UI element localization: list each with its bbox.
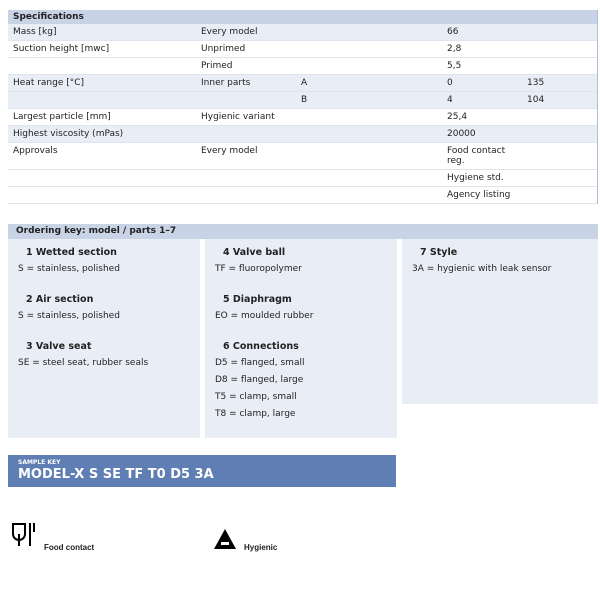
cert-label: Hygienic — [244, 543, 278, 552]
table-row — [8, 58, 597, 75]
option-text: 3A = hygienic with leak sensor — [412, 264, 552, 274]
code-section — [8, 224, 598, 438]
cell: Heat range [°C] — [13, 78, 85, 88]
table-row — [8, 143, 597, 170]
example-box — [8, 455, 396, 487]
example-value: MODEL-X S SE TF T0 D5 3A — [18, 467, 214, 482]
cell — [8, 92, 196, 108]
cell: 0 — [447, 78, 453, 88]
cell: Approvals — [13, 146, 58, 156]
cell: A — [301, 78, 308, 88]
table-row — [8, 109, 597, 126]
cell: Inner parts — [201, 78, 251, 88]
cell: 20000 — [447, 129, 476, 139]
cert-label: Food contact — [44, 543, 95, 552]
cell: Highest viscosity (mPas) — [13, 129, 124, 139]
table-row — [8, 126, 597, 143]
tech-title: Specifications — [8, 10, 597, 24]
option-text: SE = steel seat, rubber seals — [18, 358, 149, 368]
cell — [296, 58, 442, 74]
cell — [196, 170, 296, 186]
cell — [296, 109, 442, 125]
cell — [196, 187, 296, 203]
cell: 25,4 — [447, 112, 468, 122]
cell: 5,5 — [447, 61, 462, 71]
cell — [196, 92, 296, 108]
example-label: SAMPLE KEY — [18, 459, 61, 466]
cell: 104 — [527, 95, 545, 105]
cell: Largest particle [mm] — [13, 112, 111, 122]
food-contact-icon — [10, 520, 40, 550]
cell: Unprimed — [201, 44, 246, 54]
option-heading: 3 Valve seat — [26, 341, 92, 352]
code-column-2 — [205, 239, 397, 438]
option-heading: 2 Air section — [26, 294, 94, 305]
cell — [296, 41, 442, 57]
cell: 4 — [447, 95, 453, 105]
cell — [8, 187, 196, 203]
option-heading: 4 Valve ball — [223, 247, 286, 258]
cell: B — [301, 95, 308, 105]
tech-table — [8, 10, 598, 204]
cell — [296, 24, 442, 40]
table-row — [8, 41, 597, 58]
cell — [8, 58, 196, 74]
cell — [296, 143, 442, 169]
cell: Hygienic variant — [201, 112, 275, 122]
cell: Agency listing — [447, 190, 511, 200]
cell — [296, 170, 442, 186]
cell: Food contact reg. — [447, 146, 506, 166]
option-text: S = stainless, polished — [18, 311, 120, 321]
option-text: D8 = flanged, large — [215, 375, 304, 385]
table-row — [8, 92, 597, 109]
hygiene-mark-icon — [212, 528, 238, 552]
option-text: EO = moulded rubber — [215, 311, 314, 321]
table-row — [8, 75, 597, 92]
cell: Hygiene std. — [447, 173, 504, 183]
option-text: T5 = clamp, small — [215, 392, 297, 402]
table-row — [8, 24, 597, 41]
option-heading: 6 Connections — [223, 341, 299, 352]
cell — [296, 126, 442, 142]
cell: Every model — [201, 146, 258, 156]
cell: Every model — [201, 27, 258, 37]
cell: 2,8 — [447, 44, 462, 54]
table-row — [8, 170, 597, 187]
cell: Primed — [201, 61, 233, 71]
cell — [8, 170, 196, 186]
option-heading: 1 Wetted section — [26, 247, 117, 258]
option-heading: 5 Diaphragm — [223, 294, 292, 305]
code-column-3 — [402, 239, 598, 404]
cell: Mass [kg] — [13, 27, 57, 37]
option-text: TF = fluoropolymer — [215, 264, 302, 274]
cell — [296, 187, 442, 203]
table-row — [8, 187, 597, 204]
code-column-1 — [8, 239, 200, 438]
cell: Suction height [mwc] — [13, 44, 110, 54]
option-text: T8 = clamp, large — [215, 409, 296, 419]
option-text: D5 = flanged, small — [215, 358, 305, 368]
cell — [196, 126, 296, 142]
code-title: Ordering key: model / parts 1–7 — [8, 224, 598, 239]
cell: 135 — [527, 78, 545, 88]
option-heading: 7 Style — [420, 247, 458, 258]
cell: 66 — [447, 27, 459, 37]
option-text: S = stainless, polished — [18, 264, 120, 274]
